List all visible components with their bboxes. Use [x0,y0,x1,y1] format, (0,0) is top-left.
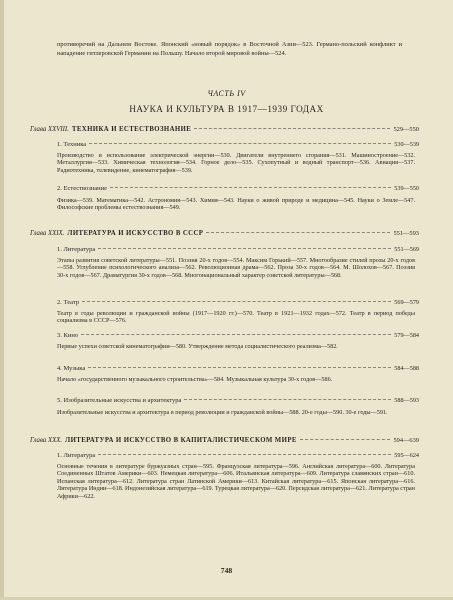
chapter-title: ЛИТЕРАТУРА И ИСКУССТВО В СССР [67,230,204,237]
section-title: 1. Техника [57,141,87,148]
section-title: 1. Литература [57,452,96,459]
section-pages: 551—569 [394,246,419,253]
leader-dots [300,439,391,440]
chapter-pages: 551—593 [393,230,419,237]
chapter-label: Глава XXVIII. [30,126,69,133]
intro-paragraph: противоречий на Дальнем Востоке. Японский «новый порядок» в Восточной Азии—523. Германо-польский конфликт и нападение гитлеровской Германии на Польшу. Начало второй мировой войны—524. [57,41,402,57]
section-heading [57,246,419,253]
leader-dots [81,334,391,335]
section-pages: 569—579 [394,299,419,306]
section-description: Первые успехи советской кинематографии—580. Утверждение метода социалистического реализма—582. [57,343,338,350]
section-pages: 539—550 [394,185,419,192]
section-title: 4. Музыка [57,365,86,372]
section-description: Производство и использование электрической энергии—530. Двигатели внутреннего сгорания—531. Машиностроение—532. Металлургия—533. Химическая технология—534. Горное дело—535. Сухопутный и водный транспорт—536. Авиация—537. Радиотехника, телевидение, кинематография—539. [57,152,415,174]
section-pages: 595—624 [394,452,419,459]
leader-dots [206,232,390,233]
section-heading [57,452,419,459]
part-title: НАУКА И КУЛЬТУРА В 1917—1939 ГОДАХ [129,104,324,114]
section-description: Основные течения в литературе буржуазных стран—595. Французская литература—596. Английская литература—600. Литература Соединенных Штатов Америки—603. Немецкая литература—606. Итальянская литература—609. Литература славянских стран—610. Испанская литература—612. Литература стран Латинской Америки—613. Китайская литература—615. Японская литература—616. Литература Индии—618. Индонезийская литература—619. Турецкая литература—620. Персидская литература—621. Литература стран Африки—622. [57,463,415,500]
section-description: Физика—539. Математика—542. Астрономия—543. Химия—543. Науки о живой природе и медицина—545. Науки о Земле—547. Философские проблемы естествознания—549. [57,197,415,212]
leader-dots [184,399,391,400]
section-description: Изобразительные искусства и архитектура в период революции и гражданской войны—588. 20-е годы—590. 30-е годы—591. [57,409,388,416]
chapter-heading-28 [30,126,419,133]
section-description: Этапы развития советской литературы—551. Поэзия 20-х годов—554. Максим Горький—557. Многообразие стилей прозы 20-х годов—558. Углубление психологического анализа—562. Революционная драма—562. Проза 30-х годов—564. М. Шолохов—567. Поэзия 30-х годов—567. Драматургия 30-х годов—568. Многонациональный характер советской литературы—568. [57,257,415,279]
section-pages: 584—588 [394,365,419,372]
chapter-title: ЛИТЕРАТУРА И ИСКУССТВО В КАПИТАЛИСТИЧЕСКОМ МИРЕ [65,437,297,444]
chapter-pages: 529—550 [393,126,419,133]
part-number: ЧАСТЬ IV [207,89,246,98]
chapter-title: ТЕХНИКА И ЕСТЕСТВОЗНАНИЕ [71,126,192,133]
chapter-heading-29 [30,230,419,237]
page-number: 748 [220,566,233,575]
chapter-heading-30 [30,437,419,444]
chapter-label: Глава XXX. [30,437,63,444]
chapter-label: Глава XXIX. [30,230,65,237]
leader-dots [194,128,390,129]
leader-dots [110,187,391,188]
section-pages: 579—584 [394,332,419,339]
leader-dots [82,301,391,302]
leader-dots [98,248,391,249]
section-pages: 530—539 [394,141,419,148]
chapter-pages: 594—639 [393,437,419,444]
section-title: 2. Естествознание [57,185,108,192]
leader-dots [88,367,391,368]
section-title: 1. Литература [57,246,96,253]
section-title: 3. Кино [57,332,79,339]
section-heading [57,332,419,339]
leader-dots [89,143,391,144]
section-heading [57,397,419,404]
leader-dots [98,454,391,455]
section-description: Начало «государственного музыкального строительства»—584. Музыкальная культура 30-х годов—586. [57,376,333,383]
section-heading [57,365,419,372]
section-title: 2. Театр [57,299,80,306]
section-description: Театр в годы революции и гражданской войны (1917—1920 гг.)—570. Театр в 1921—1932 годах—572. Театр в период победы социализма в СССР—576. [57,310,415,325]
section-heading [57,185,419,192]
section-heading [57,299,419,306]
section-title: 5. Изобразительные искусства и архитектура [57,397,182,404]
section-pages: 588—593 [394,397,419,404]
section-heading [57,141,419,148]
